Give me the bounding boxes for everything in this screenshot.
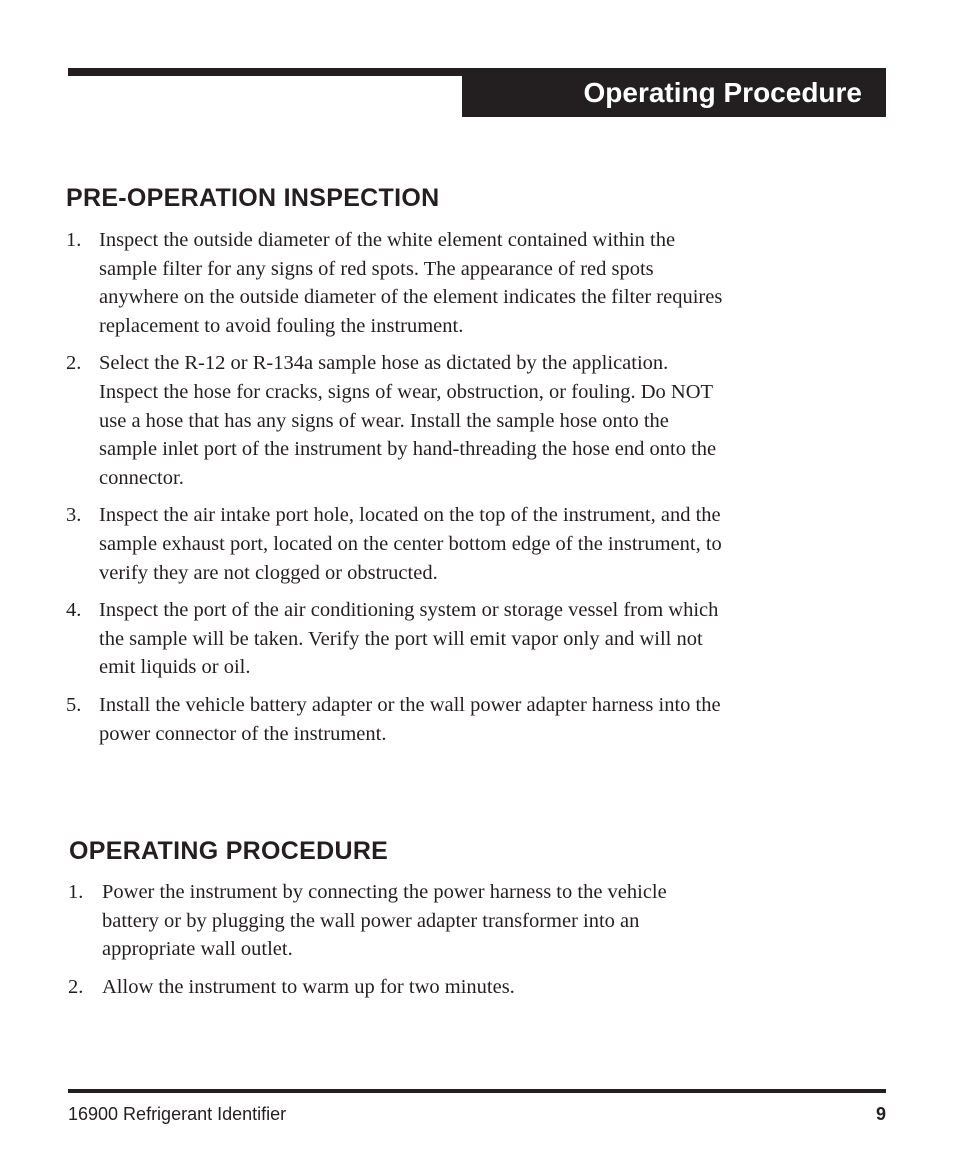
footer-rule bbox=[68, 1089, 886, 1093]
page-number: 9 bbox=[875, 1104, 886, 1124]
list-item bbox=[66, 501, 726, 587]
step-text: Install the vehicle battery adapter or the wall power adapter harness into the power connector of the instrument. bbox=[99, 693, 721, 745]
operating-procedure-steps bbox=[68, 878, 728, 1010]
list-item bbox=[68, 878, 728, 964]
pre-operation-steps bbox=[66, 226, 726, 757]
step-number: 3. bbox=[66, 504, 82, 527]
list-item bbox=[66, 349, 726, 492]
step-text: Allow the instrument to warm up for two minutes. bbox=[102, 975, 515, 998]
step-number: 1. bbox=[68, 881, 84, 903]
section-title-operating-procedure: OPERATING PROCEDURE bbox=[69, 837, 389, 865]
step-text: Inspect the air intake port hole, located on the top of the instrument, and the sample exhaust port, located on the center bottom edge of the instrument, to verify they are not clogged or obstructed. bbox=[99, 504, 722, 584]
list-item bbox=[68, 973, 728, 1002]
step-number: 5. bbox=[66, 693, 82, 716]
step-text: Select the R-12 or R-134a sample hose as dictated by the application. Inspect the hose for cracks, signs of wear, obstruction, or fouling. Do NOT use a hose that has any signs of wear. Install the sample hose onto the sample inlet port of the instrument by hand-threading the hose end onto the connector. bbox=[99, 352, 717, 489]
list-item bbox=[66, 691, 726, 748]
step-text: Inspect the port of the air conditioning system or storage vessel from which the sample will be taken. Verify the port will emit vapor only and will not emit liquids or oil. bbox=[99, 599, 719, 679]
page-header-title: Operating Procedure bbox=[462, 68, 886, 117]
step-text: Inspect the outside diameter of the white element contained within the sample filter for any signs of red spots. The appearance of red spots anywhere on the outside diameter of the element indicates the filter requires replacement to avoid fouling the instrument. bbox=[99, 229, 723, 337]
step-number: 4. bbox=[66, 599, 82, 622]
section-title-pre-operation: PRE-OPERATION INSPECTION bbox=[66, 184, 440, 212]
step-text: Power the instrument by connecting the power harness to the vehicle battery or by plugging the wall power adapter transformer into an appropriate wall outlet. bbox=[102, 881, 667, 961]
step-number: 1. bbox=[66, 229, 82, 251]
footer-product-name: 16900 Refrigerant Identifier bbox=[68, 1104, 287, 1124]
step-number: 2. bbox=[66, 352, 82, 375]
step-number: 2. bbox=[68, 975, 84, 998]
list-item bbox=[66, 596, 726, 682]
list-item bbox=[66, 226, 726, 340]
header-rule bbox=[68, 68, 462, 76]
